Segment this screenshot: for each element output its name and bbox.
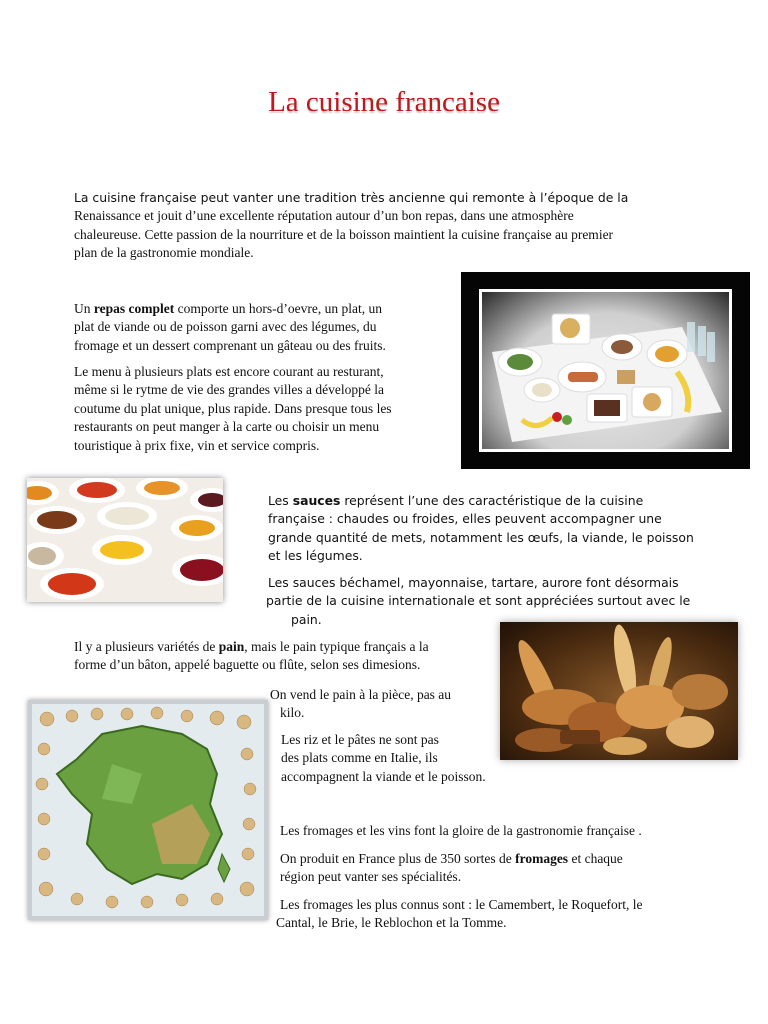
france-cheese-map bbox=[28, 700, 268, 920]
page-title: La cuisine francaise bbox=[268, 86, 500, 118]
fromages-paragraph-1 bbox=[280, 822, 720, 840]
menu-line-4: restaurants on peut manger à la carte ou choisir un menu bbox=[74, 419, 380, 435]
sauces-paragraph-2 bbox=[266, 574, 706, 629]
complete-meal-photo bbox=[461, 272, 750, 469]
fromages-paragraph-2 bbox=[280, 850, 720, 887]
fromages1-line: Les fromages et les vins font la gloire de la gastronomie française . bbox=[280, 823, 642, 838]
intro-line-4: plan de la gastronomie mondiale. bbox=[74, 245, 254, 261]
menu-line-3: coutume du plat unique, plus rapide. Dans presque tous les bbox=[74, 400, 392, 416]
pain-prefix: Il y a plusieurs variétés de bbox=[74, 639, 219, 654]
fromages3-line-1: Les fromages les plus connus sont : le Camembert, le Roquefort, le bbox=[280, 897, 643, 912]
bread-photo bbox=[500, 622, 738, 760]
riz-line-2: des plats comme en Italie, ils bbox=[281, 750, 438, 766]
intro-line-1: La cuisine française peut vanter une tradition très ancienne qui remonte à l’époque de la bbox=[74, 190, 629, 205]
sauces-line-1: représent l’une des caractéristique de la cuisine bbox=[340, 493, 644, 508]
repas-paragraph bbox=[74, 300, 454, 355]
sauces-photo bbox=[27, 478, 223, 602]
fromages2-bold: fromages bbox=[515, 851, 569, 866]
fromages3-line-2: Cantal, le Brie, le Reblochon et la Tomme. bbox=[276, 915, 507, 931]
repas-line-3: fromage et un dessert comprenant un gâteau ou des fruits. bbox=[74, 337, 386, 353]
sauces-paragraph-1 bbox=[268, 492, 698, 566]
map-illustration bbox=[32, 704, 264, 916]
pain-paragraph bbox=[74, 638, 494, 675]
fromages2-line-1: et chaque bbox=[568, 851, 623, 866]
menu-line-1: Le menu à plusieurs plats est encore courant au resturant, bbox=[74, 364, 384, 379]
fromages-paragraph-3 bbox=[276, 896, 726, 933]
sauces-line-2: française : chaudes ou froides, elles peuvent accompagner une bbox=[268, 511, 662, 527]
intro-line-2: Renaissance et jouit d’une excellente réputation autour d’un bon repas, dans une atmosphère bbox=[74, 208, 574, 224]
fromages2-line-2: région peut vanter ses spécialités. bbox=[280, 869, 462, 885]
intro-paragraph bbox=[74, 189, 714, 263]
repas-line-1: comporte un hors-d’oevre, un plat, un bbox=[174, 301, 382, 316]
vend-line-1: On vend le pain à la pièce, pas au bbox=[270, 687, 452, 702]
pain-line-2: forme d’un bâton, appelé baguette ou flûte, selon ses dimesions. bbox=[74, 657, 421, 673]
sauces-prefix: Les bbox=[268, 493, 293, 508]
pain-bold: pain bbox=[218, 639, 245, 654]
menu-line-5: touristique à prix fixe, vin et service compris. bbox=[74, 437, 320, 453]
sauces2-line-2: partie de la cuisine internationale et sont appréciées surtout avec le bbox=[266, 593, 691, 609]
fromages2-prefix: On produit en France plus de 350 sortes de bbox=[280, 851, 516, 866]
intro-line-3: chaleureuse. Cette passion de la nourriture et de la boisson maintient la cuisine française au premier bbox=[74, 226, 614, 242]
riz-line-1: Les riz et le pâtes ne sont pas bbox=[281, 732, 439, 747]
sauces-illustration bbox=[27, 478, 223, 602]
sauces-bold: sauces bbox=[292, 493, 341, 508]
sauces-line-4: et les légumes. bbox=[268, 548, 363, 564]
riz-paragraph bbox=[281, 731, 521, 786]
vend-paragraph bbox=[270, 686, 500, 723]
menu-paragraph bbox=[74, 363, 454, 455]
sauces2-line-1: Les sauces béchamel, mayonnaise, tartare, aurore font désormais bbox=[268, 575, 679, 590]
sauces-line-3: grande quantité de mets, notamment les œufs, la viande, le poisson bbox=[268, 529, 694, 545]
menu-line-2: même si le rytme de vie des grandes villes a développé la bbox=[74, 382, 385, 398]
repas-bold: repas complet bbox=[93, 301, 175, 316]
vend-line-2: kilo. bbox=[280, 705, 305, 721]
repas-line-2: plat de viande ou de poisson garni avec des légumes, du bbox=[74, 319, 377, 335]
riz-line-3: accompagnent la viande et le poisson. bbox=[281, 768, 486, 784]
repas-prefix: Un bbox=[74, 301, 94, 316]
bread-illustration bbox=[500, 622, 738, 760]
pain-line-1: , mais le pain typique français a la bbox=[244, 639, 429, 654]
sauces2-line-3: pain. bbox=[291, 611, 322, 627]
meal-illustration bbox=[482, 292, 729, 449]
